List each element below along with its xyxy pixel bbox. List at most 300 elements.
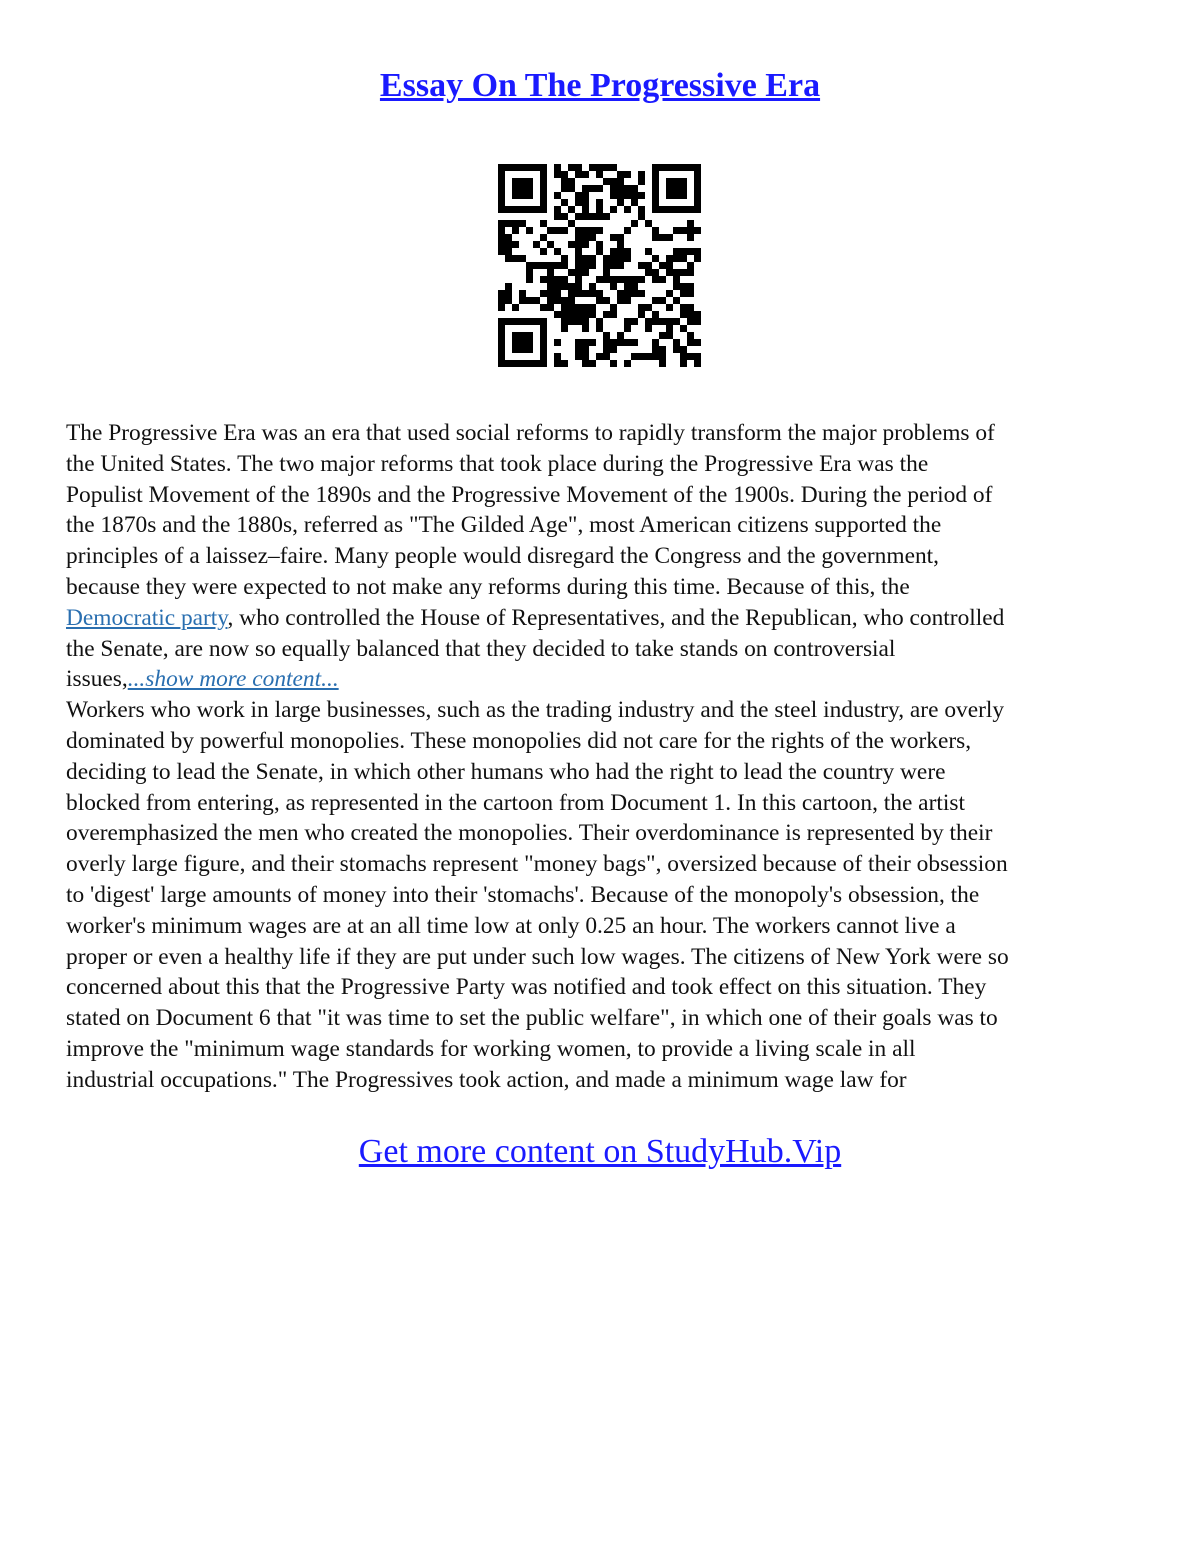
- qr-module: [498, 290, 505, 297]
- qr-module: [526, 276, 533, 283]
- qr-module: [645, 220, 652, 227]
- qr-module: [575, 164, 582, 171]
- qr-module: [589, 339, 596, 346]
- qr-module: [680, 283, 687, 290]
- page-title[interactable]: Essay On The Progressive Era: [379, 67, 821, 104]
- qr-module: [498, 346, 505, 353]
- qr-module: [547, 241, 554, 248]
- qr-module: [561, 185, 568, 192]
- qr-module: [659, 346, 666, 353]
- qr-module: [666, 178, 673, 185]
- qr-module: [540, 234, 547, 241]
- qr-module: [638, 192, 645, 199]
- qr-module: [624, 227, 631, 234]
- qr-module: [673, 346, 680, 353]
- qr-module: [533, 297, 540, 304]
- qr-module: [582, 325, 589, 332]
- qr-module: [533, 206, 540, 213]
- qr-module: [540, 318, 547, 325]
- qr-module: [554, 339, 561, 346]
- qr-module: [694, 248, 701, 255]
- qr-module: [554, 276, 561, 283]
- qr-module: [603, 276, 610, 283]
- qr-module: [547, 283, 554, 290]
- qr-module: [568, 318, 575, 325]
- qr-module: [575, 192, 582, 199]
- qr-module: [617, 262, 624, 269]
- qr-module: [596, 241, 603, 248]
- qr-module: [673, 206, 680, 213]
- qr-module: [498, 206, 505, 213]
- qr-module: [652, 192, 659, 199]
- qr-module: [610, 255, 617, 262]
- text-line: [66, 664, 1146, 695]
- qr-module: [617, 234, 624, 241]
- qr-module: [596, 325, 603, 332]
- qr-module: [596, 213, 603, 220]
- qr-module: [652, 297, 659, 304]
- text-segment: , who controlled the House of Representatives, and the Republican, who controlled: [227, 604, 1005, 631]
- qr-module: [505, 248, 512, 255]
- qr-module: [561, 213, 568, 220]
- qr-module: [512, 339, 519, 346]
- qr-module: [589, 213, 596, 220]
- qr-module: [652, 178, 659, 185]
- qr-module: [526, 346, 533, 353]
- qr-module: [666, 206, 673, 213]
- qr-module: [617, 192, 624, 199]
- qr-module: [610, 234, 617, 241]
- qr-module: [547, 290, 554, 297]
- qr-module: [540, 171, 547, 178]
- qr-module: [575, 255, 582, 262]
- qr-module: [498, 227, 505, 234]
- qr-module: [561, 262, 568, 269]
- qr-module: [498, 304, 505, 311]
- qr-module: [694, 227, 701, 234]
- qr-module: [645, 262, 652, 269]
- qr-module: [659, 318, 666, 325]
- qr-module: [603, 311, 610, 318]
- qr-module: [554, 290, 561, 297]
- qr-module: [526, 297, 533, 304]
- qr-module: [540, 325, 547, 332]
- qr-module: [512, 241, 519, 248]
- qr-module: [617, 255, 624, 262]
- qr-module: [526, 339, 533, 346]
- qr-module: [694, 318, 701, 325]
- qr-module: [680, 269, 687, 276]
- qr-module: [547, 227, 554, 234]
- qr-module: [610, 346, 617, 353]
- qr-module: [603, 178, 610, 185]
- qr-module: [652, 339, 659, 346]
- qr-module: [631, 318, 638, 325]
- qr-module: [554, 213, 561, 220]
- qr-module: [652, 199, 659, 206]
- qr-module: [498, 192, 505, 199]
- qr-module: [561, 227, 568, 234]
- qr-module: [645, 269, 652, 276]
- qr-module: [582, 185, 589, 192]
- qr-module: [498, 171, 505, 178]
- qr-module: [680, 206, 687, 213]
- qr-module: [582, 262, 589, 269]
- qr-module: [596, 318, 603, 325]
- qr-module: [589, 227, 596, 234]
- qr-module: [554, 283, 561, 290]
- qr-module: [659, 262, 666, 269]
- qr-module: [610, 206, 617, 213]
- qr-module: [498, 297, 505, 304]
- qr-module: [512, 178, 519, 185]
- qr-module: [582, 171, 589, 178]
- qr-module: [652, 318, 659, 325]
- qr-module: [554, 311, 561, 318]
- qr-module: [624, 283, 631, 290]
- qr-module: [687, 269, 694, 276]
- qr-module: [512, 185, 519, 192]
- qr-module: [533, 164, 540, 171]
- qr-module: [589, 304, 596, 311]
- qr-module: [680, 164, 687, 171]
- qr-module: [680, 185, 687, 192]
- qr-module: [561, 318, 568, 325]
- qr-module: [505, 241, 512, 248]
- qr-module: [519, 220, 526, 227]
- qr-module: [519, 192, 526, 199]
- text-line: overly large figure, and their stomachs represent "money bags", oversized because of their obsession: [66, 851, 1008, 878]
- qr-module: [568, 311, 575, 318]
- qr-module: [694, 206, 701, 213]
- qr-module: [505, 318, 512, 325]
- qr-module: [582, 192, 589, 199]
- qr-module: [659, 276, 666, 283]
- qr-module: [512, 304, 519, 311]
- qr-module: [610, 276, 617, 283]
- qr-module: [519, 290, 526, 297]
- qr-module: [554, 353, 561, 360]
- text-line: proper or even a healthy life if they are put under such low wages. The citizens of New York were so: [66, 943, 1009, 970]
- qr-module: [596, 290, 603, 297]
- qr-module: [568, 185, 575, 192]
- text-line: the United States. The two major reforms that took place during the Progressive Era was the: [66, 450, 929, 477]
- qr-module: [554, 262, 561, 269]
- text-line: Populist Movement of the 1890s and the Progressive Movement of the 1900s. During the period of: [66, 481, 993, 508]
- qr-module: [638, 311, 645, 318]
- qr-module: [575, 234, 582, 241]
- democratic-party-link[interactable]: Democratic party: [66, 604, 228, 631]
- qr-module: [561, 255, 568, 262]
- qr-module: [624, 290, 631, 297]
- qr-module: [680, 290, 687, 297]
- qr-module: [673, 178, 680, 185]
- qr-module: [554, 248, 561, 255]
- qr-module: [505, 206, 512, 213]
- qr-module: [589, 185, 596, 192]
- qr-module: [673, 192, 680, 199]
- qr-module: [554, 192, 561, 199]
- qr-module: [540, 220, 547, 227]
- qr-module: [666, 325, 673, 332]
- qr-module: [603, 213, 610, 220]
- qr-module: [526, 178, 533, 185]
- qr-module: [540, 332, 547, 339]
- text-line: the Senate, are now so equally balanced that they decided to take stands on controversial: [66, 635, 896, 662]
- studyhub-link[interactable]: Get more content on StudyHub.Vip: [358, 1133, 842, 1170]
- qr-module: [617, 297, 624, 304]
- qr-module: [561, 297, 568, 304]
- qr-module: [505, 220, 512, 227]
- qr-module: [561, 171, 568, 178]
- qr-module: [512, 227, 519, 234]
- qr-module: [498, 178, 505, 185]
- qr-module: [512, 206, 519, 213]
- qr-module: [512, 192, 519, 199]
- qr-module: [575, 283, 582, 290]
- qr-module: [694, 360, 701, 367]
- qr-module: [610, 311, 617, 318]
- qr-module: [680, 346, 687, 353]
- paragraph-1: [66, 418, 1146, 695]
- qr-module: [575, 346, 582, 353]
- qr-module: [631, 199, 638, 206]
- qr-module: [526, 360, 533, 367]
- qr-module: [624, 325, 631, 332]
- qr-module: [582, 346, 589, 353]
- qr-module: [687, 353, 694, 360]
- qr-module: [624, 318, 631, 325]
- qr-module: [680, 255, 687, 262]
- qr-module: [596, 185, 603, 192]
- qr-module: [526, 262, 533, 269]
- qr-module: [596, 227, 603, 234]
- qr-module: [610, 178, 617, 185]
- qr-module: [673, 318, 680, 325]
- qr-module: [645, 353, 652, 360]
- qr-module: [610, 185, 617, 192]
- text-line: [66, 603, 1146, 634]
- qr-module: [526, 185, 533, 192]
- qr-module: [652, 255, 659, 262]
- qr-module: [575, 213, 582, 220]
- qr-module: [498, 185, 505, 192]
- qr-module: [596, 199, 603, 206]
- qr-module: [568, 283, 575, 290]
- qr-module: [596, 297, 603, 304]
- qr-module: [554, 360, 561, 367]
- qr-module: [498, 360, 505, 367]
- text-line: Workers who work in large businesses, such as the trading industry and the steel industry, are overly: [66, 697, 1005, 724]
- qr-module: [652, 164, 659, 171]
- qr-module: [694, 192, 701, 199]
- qr-module: [617, 276, 624, 283]
- text-line: concerned about this that the Progressive Party was notified and took effect on this situation. They: [66, 974, 987, 1001]
- qr-module: [526, 206, 533, 213]
- qr-module: [687, 290, 694, 297]
- qr-module: [540, 164, 547, 171]
- qr-module: [610, 248, 617, 255]
- qr-module: [582, 339, 589, 346]
- qr-module: [638, 206, 645, 213]
- qr-module: [582, 213, 589, 220]
- qr-module: [659, 164, 666, 171]
- qr-module: [547, 276, 554, 283]
- qr-module: [638, 276, 645, 283]
- qr-module: [589, 164, 596, 171]
- qr-module: [505, 234, 512, 241]
- qr-module: [540, 178, 547, 185]
- qr-module: [666, 269, 673, 276]
- qr-module: [561, 283, 568, 290]
- qr-module: [680, 353, 687, 360]
- qr-module: [638, 213, 645, 220]
- qr-module: [631, 185, 638, 192]
- qr-module: [582, 227, 589, 234]
- qr-module: [638, 304, 645, 311]
- qr-module: [568, 206, 575, 213]
- qr-module: [680, 227, 687, 234]
- qr-module: [687, 164, 694, 171]
- qr-module: [673, 339, 680, 346]
- qr-module: [652, 227, 659, 234]
- qr-module: [687, 332, 694, 339]
- qr-module: [638, 290, 645, 297]
- qr-module: [603, 297, 610, 304]
- qr-module: [589, 311, 596, 318]
- qr-module: [680, 304, 687, 311]
- qr-module: [554, 206, 561, 213]
- qr-module: [666, 185, 673, 192]
- qr-module: [652, 206, 659, 213]
- qr-module: [603, 262, 610, 269]
- qr-module: [617, 199, 624, 206]
- qr-module: [519, 318, 526, 325]
- qr-module: [617, 339, 624, 346]
- qr-module: [617, 290, 624, 297]
- qr-module: [694, 339, 701, 346]
- qr-module: [512, 220, 519, 227]
- qr-module: [652, 171, 659, 178]
- qr-module: [568, 164, 575, 171]
- text-line: The Progressive Era was an era that used social reforms to rapidly transform the major problems of: [66, 420, 995, 446]
- qr-module: [505, 255, 512, 262]
- qr-module: [610, 304, 617, 311]
- qr-module: [582, 241, 589, 248]
- qr-module: [673, 248, 680, 255]
- qr-module: [687, 220, 694, 227]
- qr-module: [589, 234, 596, 241]
- qr-module: [659, 353, 666, 360]
- qr-module: [687, 234, 694, 241]
- qr-module: [687, 262, 694, 269]
- qr-module: [547, 297, 554, 304]
- qr-module: [519, 339, 526, 346]
- qr-module: [554, 164, 561, 171]
- qr-module: [596, 206, 603, 213]
- qr-module: [687, 311, 694, 318]
- qr-module: [694, 199, 701, 206]
- qr-module: [645, 248, 652, 255]
- qr-module: [603, 339, 610, 346]
- qr-module: [540, 248, 547, 255]
- qr-module: [498, 248, 505, 255]
- qr-module: [582, 311, 589, 318]
- qr-module: [638, 262, 645, 269]
- qr-module: [526, 269, 533, 276]
- qr-module: [631, 339, 638, 346]
- qr-module: [540, 192, 547, 199]
- paragraph-2: [66, 695, 1146, 1095]
- qr-module: [512, 318, 519, 325]
- qr-module: [687, 248, 694, 255]
- qr-module: [652, 276, 659, 283]
- qr-module: [519, 178, 526, 185]
- qr-module: [575, 199, 582, 206]
- qr-module: [540, 262, 547, 269]
- qr-module: [519, 255, 526, 262]
- qr-module: [533, 360, 540, 367]
- qr-module: [526, 332, 533, 339]
- qr-module: [568, 241, 575, 248]
- qr-module: [582, 269, 589, 276]
- qr-module: [645, 318, 652, 325]
- show-more-link[interactable]: ...show more content...: [127, 666, 339, 693]
- qr-module: [498, 164, 505, 171]
- qr-module: [673, 227, 680, 234]
- qr-module: [575, 171, 582, 178]
- qr-module: [540, 353, 547, 360]
- qr-module: [687, 227, 694, 234]
- qr-module: [512, 255, 519, 262]
- qr-module: [512, 346, 519, 353]
- qr-module: [687, 304, 694, 311]
- qr-module: [596, 353, 603, 360]
- qr-module: [624, 185, 631, 192]
- qr-module: [582, 360, 589, 367]
- qr-module: [498, 325, 505, 332]
- qr-module: [575, 241, 582, 248]
- qr-module: [505, 164, 512, 171]
- text-line: overemphasized the men who created the monopolies. Their overdominance is represented by their: [66, 820, 993, 847]
- qr-module: [575, 262, 582, 269]
- qr-module: [603, 255, 610, 262]
- qr-module: [638, 171, 645, 178]
- qr-module: [659, 206, 666, 213]
- qr-module: [519, 297, 526, 304]
- qr-module: [666, 304, 673, 311]
- qr-module: [561, 199, 568, 206]
- qr-module: [645, 325, 652, 332]
- qr-module: [540, 199, 547, 206]
- qr-module: [610, 283, 617, 290]
- qr-module: [533, 318, 540, 325]
- qr-module: [596, 164, 603, 171]
- qr-module: [645, 304, 652, 311]
- qr-module: [554, 227, 561, 234]
- qr-module: [631, 220, 638, 227]
- qr-module: [652, 346, 659, 353]
- qr-module: [575, 290, 582, 297]
- qr-module: [575, 227, 582, 234]
- qr-module: [610, 339, 617, 346]
- qr-module: [575, 353, 582, 360]
- qr-module: [687, 206, 694, 213]
- qr-module: [554, 297, 561, 304]
- text-line: stated on Document 6 that "it was time to set the public welfare", in which one of their goals was to: [66, 1005, 998, 1032]
- qr-module: [526, 227, 533, 234]
- qr-module: [659, 297, 666, 304]
